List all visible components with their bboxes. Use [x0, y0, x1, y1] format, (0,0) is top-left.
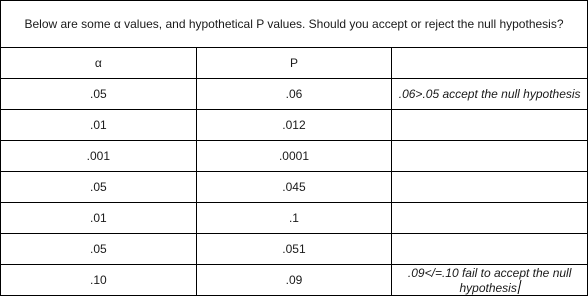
table-row	[1, 265, 588, 296]
p-column-header: P	[196, 48, 392, 79]
answer-text: .09</=.10 fail to accept the null hypothesis	[407, 265, 572, 295]
p-cell: .09	[196, 265, 392, 296]
answer-cell[interactable]	[392, 110, 588, 141]
alpha-cell: .01	[1, 203, 197, 234]
alpha-cell: .01	[1, 110, 197, 141]
text-cursor	[517, 280, 521, 294]
p-cell: .0001	[196, 141, 392, 172]
answer-cell[interactable]	[392, 141, 588, 172]
header-row	[1, 48, 588, 79]
table-row	[1, 172, 588, 203]
table-row	[1, 110, 588, 141]
p-cell: .1	[196, 203, 392, 234]
p-cell: .051	[196, 234, 392, 265]
answer-column-header[interactable]	[392, 48, 588, 79]
title-row	[1, 1, 588, 48]
p-cell: .012	[196, 110, 392, 141]
table-row	[1, 141, 588, 172]
answer-cell-active[interactable]	[392, 265, 588, 296]
table-row	[1, 79, 588, 110]
alpha-cell: .05	[1, 234, 197, 265]
p-cell: .06	[196, 79, 392, 110]
table-row	[1, 203, 588, 234]
p-cell: .045	[196, 172, 392, 203]
alpha-cell: .001	[1, 141, 197, 172]
answer-cell[interactable]	[392, 234, 588, 265]
alpha-cell: .05	[1, 172, 197, 203]
answer-cell[interactable]	[392, 203, 588, 234]
alpha-column-header: α	[1, 48, 197, 79]
alpha-cell: .10	[1, 265, 197, 296]
table-row	[1, 234, 588, 265]
alpha-cell: .05	[1, 79, 197, 110]
question-title: Below are some α values, and hypothetical P values. Should you accept or reject the null hypothesis?	[1, 1, 588, 48]
answer-cell[interactable]: .06>.05 accept the null hypothesis	[392, 79, 588, 110]
answer-cell[interactable]	[392, 172, 588, 203]
